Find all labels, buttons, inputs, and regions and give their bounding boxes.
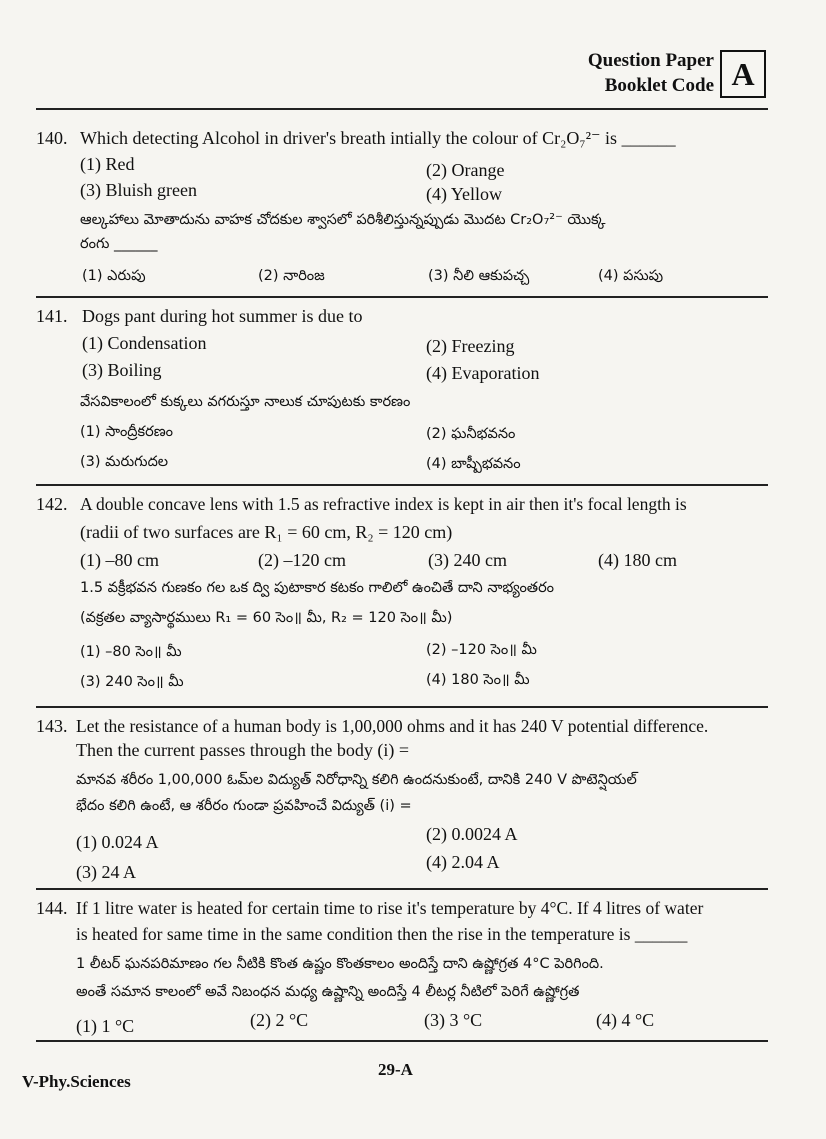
option-3-en: (3) Bluish green <box>80 180 197 200</box>
option-2-en: (2) Orange <box>426 160 505 180</box>
option-2-te: (2) ఘనీభవనం <box>426 426 516 442</box>
option-4: (4) 4 °C <box>596 1010 655 1030</box>
option-3-en: (3) Boiling <box>82 360 162 380</box>
question-number: 143. <box>36 716 68 736</box>
question-text-te-1: 1.5 వక్రీభవన గుణకం గల ఒక ద్వి పుటాకార కటకం గాలిలో ఉంచితే దాని నాభ్యంతరం <box>80 580 555 596</box>
option-4-en: (4) 180 cm <box>598 550 677 570</box>
option-4-en: (4) Yellow <box>426 184 503 204</box>
question-text-en-2: Then the current passes through the body (i) = <box>76 740 410 760</box>
header-divider <box>36 108 768 110</box>
option-1: (1) 0.024 A <box>76 832 159 852</box>
booklet-label-line1: Question Paper <box>587 50 714 71</box>
booklet-label-line2: Booklet Code <box>604 75 714 96</box>
option-3-en: (3) 240 cm <box>428 550 507 570</box>
option-2-te: (2) నారింజ <box>258 268 325 284</box>
option-1-te: (1) –80 సెం॥ మీ <box>80 644 182 660</box>
question-text-en-1: If 1 litre water is heated for certain time to rise it's temperature by 4°C. If 4 litres of water <box>76 898 704 918</box>
question-text-en-1: Let the resistance of a human body is 1,00,000 ohms and it has 240 V potential difference. <box>76 716 709 736</box>
option-4-en: (4) Evaporation <box>426 363 540 383</box>
option-3-te: (3) 240 సెం॥ మీ <box>80 674 184 690</box>
option-4-te: (4) బాష్పీభవనం <box>426 456 521 472</box>
question-text-en-2: is heated for same time in the same condition then the rise in the temperature is ______ <box>76 924 688 944</box>
question-text-te-2: భేదం కలిగి ఉంటే, ఆ శరీరం గుండా ప్రవహించే విద్యుత్ (i) = <box>76 798 412 814</box>
option-1-en: (1) –80 cm <box>80 550 159 570</box>
question-number: 140. <box>36 128 68 148</box>
question-number: 142. <box>36 494 68 514</box>
option-1-te: (1) ఎరుపు <box>82 268 146 284</box>
question-143 <box>36 716 772 886</box>
question-divider <box>36 296 768 298</box>
question-number: 141. <box>36 306 68 326</box>
option-4: (4) 2.04 A <box>426 852 500 872</box>
question-number: 144. <box>36 898 68 918</box>
question-text-te-1: 1 లీటర్ ఘనపరిమాణం గల నీటికి కొంత ఉష్ణం కొంతకాలం అందిస్తే దాని ఉష్ణోగ్రత 4°C పెరిగింది. <box>76 956 604 972</box>
question-text-te-1: మానవ శరీరం 1,00,000 ఓమ్‌ల విద్యుత్ నిరోధాన్ని కలిగి ఉందనుకుంటే, దానికి 240 V పొటెన్షియల్ <box>76 772 637 788</box>
option-4-te: (4) పసుపు <box>598 268 664 284</box>
question-142 <box>36 494 772 700</box>
question-divider <box>36 888 768 890</box>
option-2: (2) 0.0024 A <box>426 824 518 844</box>
question-140 <box>36 128 772 298</box>
question-text-en: Dogs pant during hot summer is due to <box>82 306 363 326</box>
option-2-en: (2) –120 cm <box>258 550 346 570</box>
question-text-te-1: వేసవికాలంలో కుక్కలు వగరుస్తూ నాలుక చూపుటకు కారణం <box>80 394 411 410</box>
option-1-te: (1) సాంద్రీకరణం <box>80 424 174 440</box>
question-text-en-2: (radii of two surfaces are R₁ = 60 cm, R₂ = 120 cm) <box>80 522 453 542</box>
option-3-te: (3) మరుగుదల <box>80 454 169 470</box>
option-4-te: (4) 180 సెం॥ మీ <box>426 672 530 688</box>
option-2-en: (2) Freezing <box>426 336 515 356</box>
option-3: (3) 24 A <box>76 862 136 882</box>
question-text-te-2: అంతే సమాన కాలంలో అవే నిబంధన మధ్య ఉష్ణాన్ని అందిస్తే 4 లీటర్ల నీటిలో పెరిగే ఉష్ణోగ్రత <box>76 984 580 1000</box>
option-2: (2) 2 °C <box>250 1010 309 1030</box>
question-144 <box>36 898 772 1038</box>
question-divider <box>36 706 768 708</box>
option-1-en: (1) Red <box>80 154 135 174</box>
question-141 <box>36 306 772 481</box>
option-1: (1) 1 °C <box>76 1016 135 1036</box>
question-text-te-1: ఆల్కహాలు మోతాదును వాహక చోదకుల శ్వాసలో పరిశీలిస్తున్నప్పుడు మొదట Cr₂O₇²⁻ యొక్క <box>80 212 606 228</box>
option-3: (3) 3 °C <box>424 1010 483 1030</box>
page-header <box>0 0 826 110</box>
option-3-te: (3) నీలి ఆకుపచ్చ <box>428 268 530 284</box>
question-text-te-2: రంగు ______ <box>80 236 158 252</box>
subject-code: V-Phy.Sciences <box>22 1072 131 1091</box>
question-text-en: Which detecting Alcohol in driver's breath intially the colour of Cr₂O₇²⁻ is ______ <box>80 128 676 148</box>
question-text-en-1: A double concave lens with 1.5 as refractive index is kept in air then it's focal length is <box>80 494 687 514</box>
question-text-te-2: (వక్రతల వ్యాసార్థములు R₁ = 60 సెం॥ మీ, R₂ = 120 సెం॥ మీ) <box>80 610 453 626</box>
booklet-code-box: A <box>720 50 766 98</box>
option-2-te: (2) –120 సెం॥ మీ <box>426 642 537 658</box>
option-1-en: (1) Condensation <box>82 333 207 353</box>
footer-divider <box>36 1040 768 1042</box>
page-number: 29-A <box>378 1060 413 1079</box>
question-divider <box>36 484 768 486</box>
booklet-code-label <box>588 48 714 98</box>
